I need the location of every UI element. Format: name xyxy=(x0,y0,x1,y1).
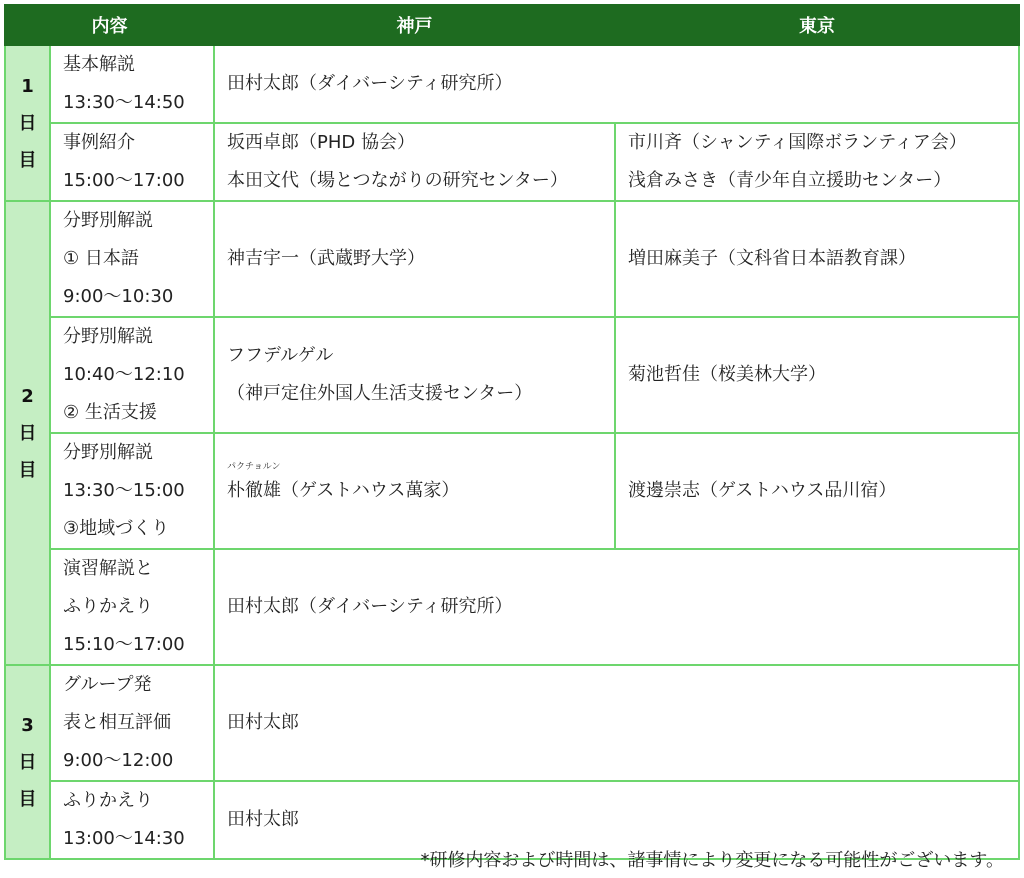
header-tokyo: 東京 xyxy=(615,5,1019,45)
header-kobe: 神戸 xyxy=(214,5,615,45)
content-cell: 事例紹介 15:00〜17:00 xyxy=(50,123,214,201)
tokyo-presenter-cell: 渡邊崇志（ゲストハウス品川宿） xyxy=(615,433,1019,549)
content-cell: 基本解説 13:30〜14:50 xyxy=(50,45,214,123)
tokyo-presenter-cell: 増田麻美子（文科省日本語教育課） xyxy=(615,201,1019,317)
table-row xyxy=(5,123,1019,201)
content-cell: グループ発 表と相互評価 9:00〜12:00 xyxy=(50,665,214,781)
day-label: 3 日 目 xyxy=(5,665,50,859)
table-row xyxy=(5,201,1019,317)
tokyo-presenter-cell: 市川斉（シャンティ国際ボランティア会） 浅倉みさき（青少年自立援助センター） xyxy=(615,123,1019,201)
presenter-cell: 田村太郎 xyxy=(214,781,1019,859)
footnote: *研修内容および時間は、諸事情により変更になる可能性がございます。 xyxy=(420,850,1004,871)
content-cell: 分野別解説 13:30〜15:00 ③地域づくり xyxy=(50,433,214,549)
content-cell: 分野別解説 ① 日本語 9:00〜10:30 xyxy=(50,201,214,317)
presenter-name: 朴徹雄 xyxy=(227,480,281,501)
presenter-cell: 田村太郎（ダイバーシティ研究所） xyxy=(214,549,1019,665)
kobe-presenter-cell xyxy=(214,433,615,549)
table-row xyxy=(5,45,1019,123)
kobe-presenter-cell: フフデルゲル （神戸定住外国人生活支援センター） xyxy=(214,317,615,433)
header-content: 内容 xyxy=(5,5,214,45)
presenter-cell: 田村太郎 xyxy=(214,665,1019,781)
day-label: 1 日 目 xyxy=(5,45,50,201)
kobe-presenter-cell: 坂西卓郎（PHD 協会） 本田文代（場とつながりの研究センター） xyxy=(214,123,615,201)
schedule-table xyxy=(4,4,1020,860)
table-row xyxy=(5,665,1019,781)
table-row xyxy=(5,317,1019,433)
schedule-table-wrapper xyxy=(4,4,1018,860)
content-cell: 演習解説と ふりかえり 15:10〜17:00 xyxy=(50,549,214,665)
presenter-cell: 田村太郎（ダイバーシティ研究所） xyxy=(214,45,1019,123)
furigana: パクチョルン xyxy=(227,462,281,472)
table-row xyxy=(5,433,1019,549)
presenter-org: （ゲストハウス萬家） xyxy=(281,480,460,501)
content-cell: 分野別解説 10:40〜12:10 ② 生活支援 xyxy=(50,317,214,433)
day-label: 2 日 目 xyxy=(5,201,50,665)
tokyo-presenter-cell: 菊池哲佳（桜美林大学） xyxy=(615,317,1019,433)
header-row xyxy=(5,5,1019,45)
table-row xyxy=(5,549,1019,665)
presenter-name-with-ruby xyxy=(227,462,281,510)
content-cell: ふりかえり 13:00〜14:30 xyxy=(50,781,214,859)
kobe-presenter-cell: 神吉宇一（武蔵野大学） xyxy=(214,201,615,317)
